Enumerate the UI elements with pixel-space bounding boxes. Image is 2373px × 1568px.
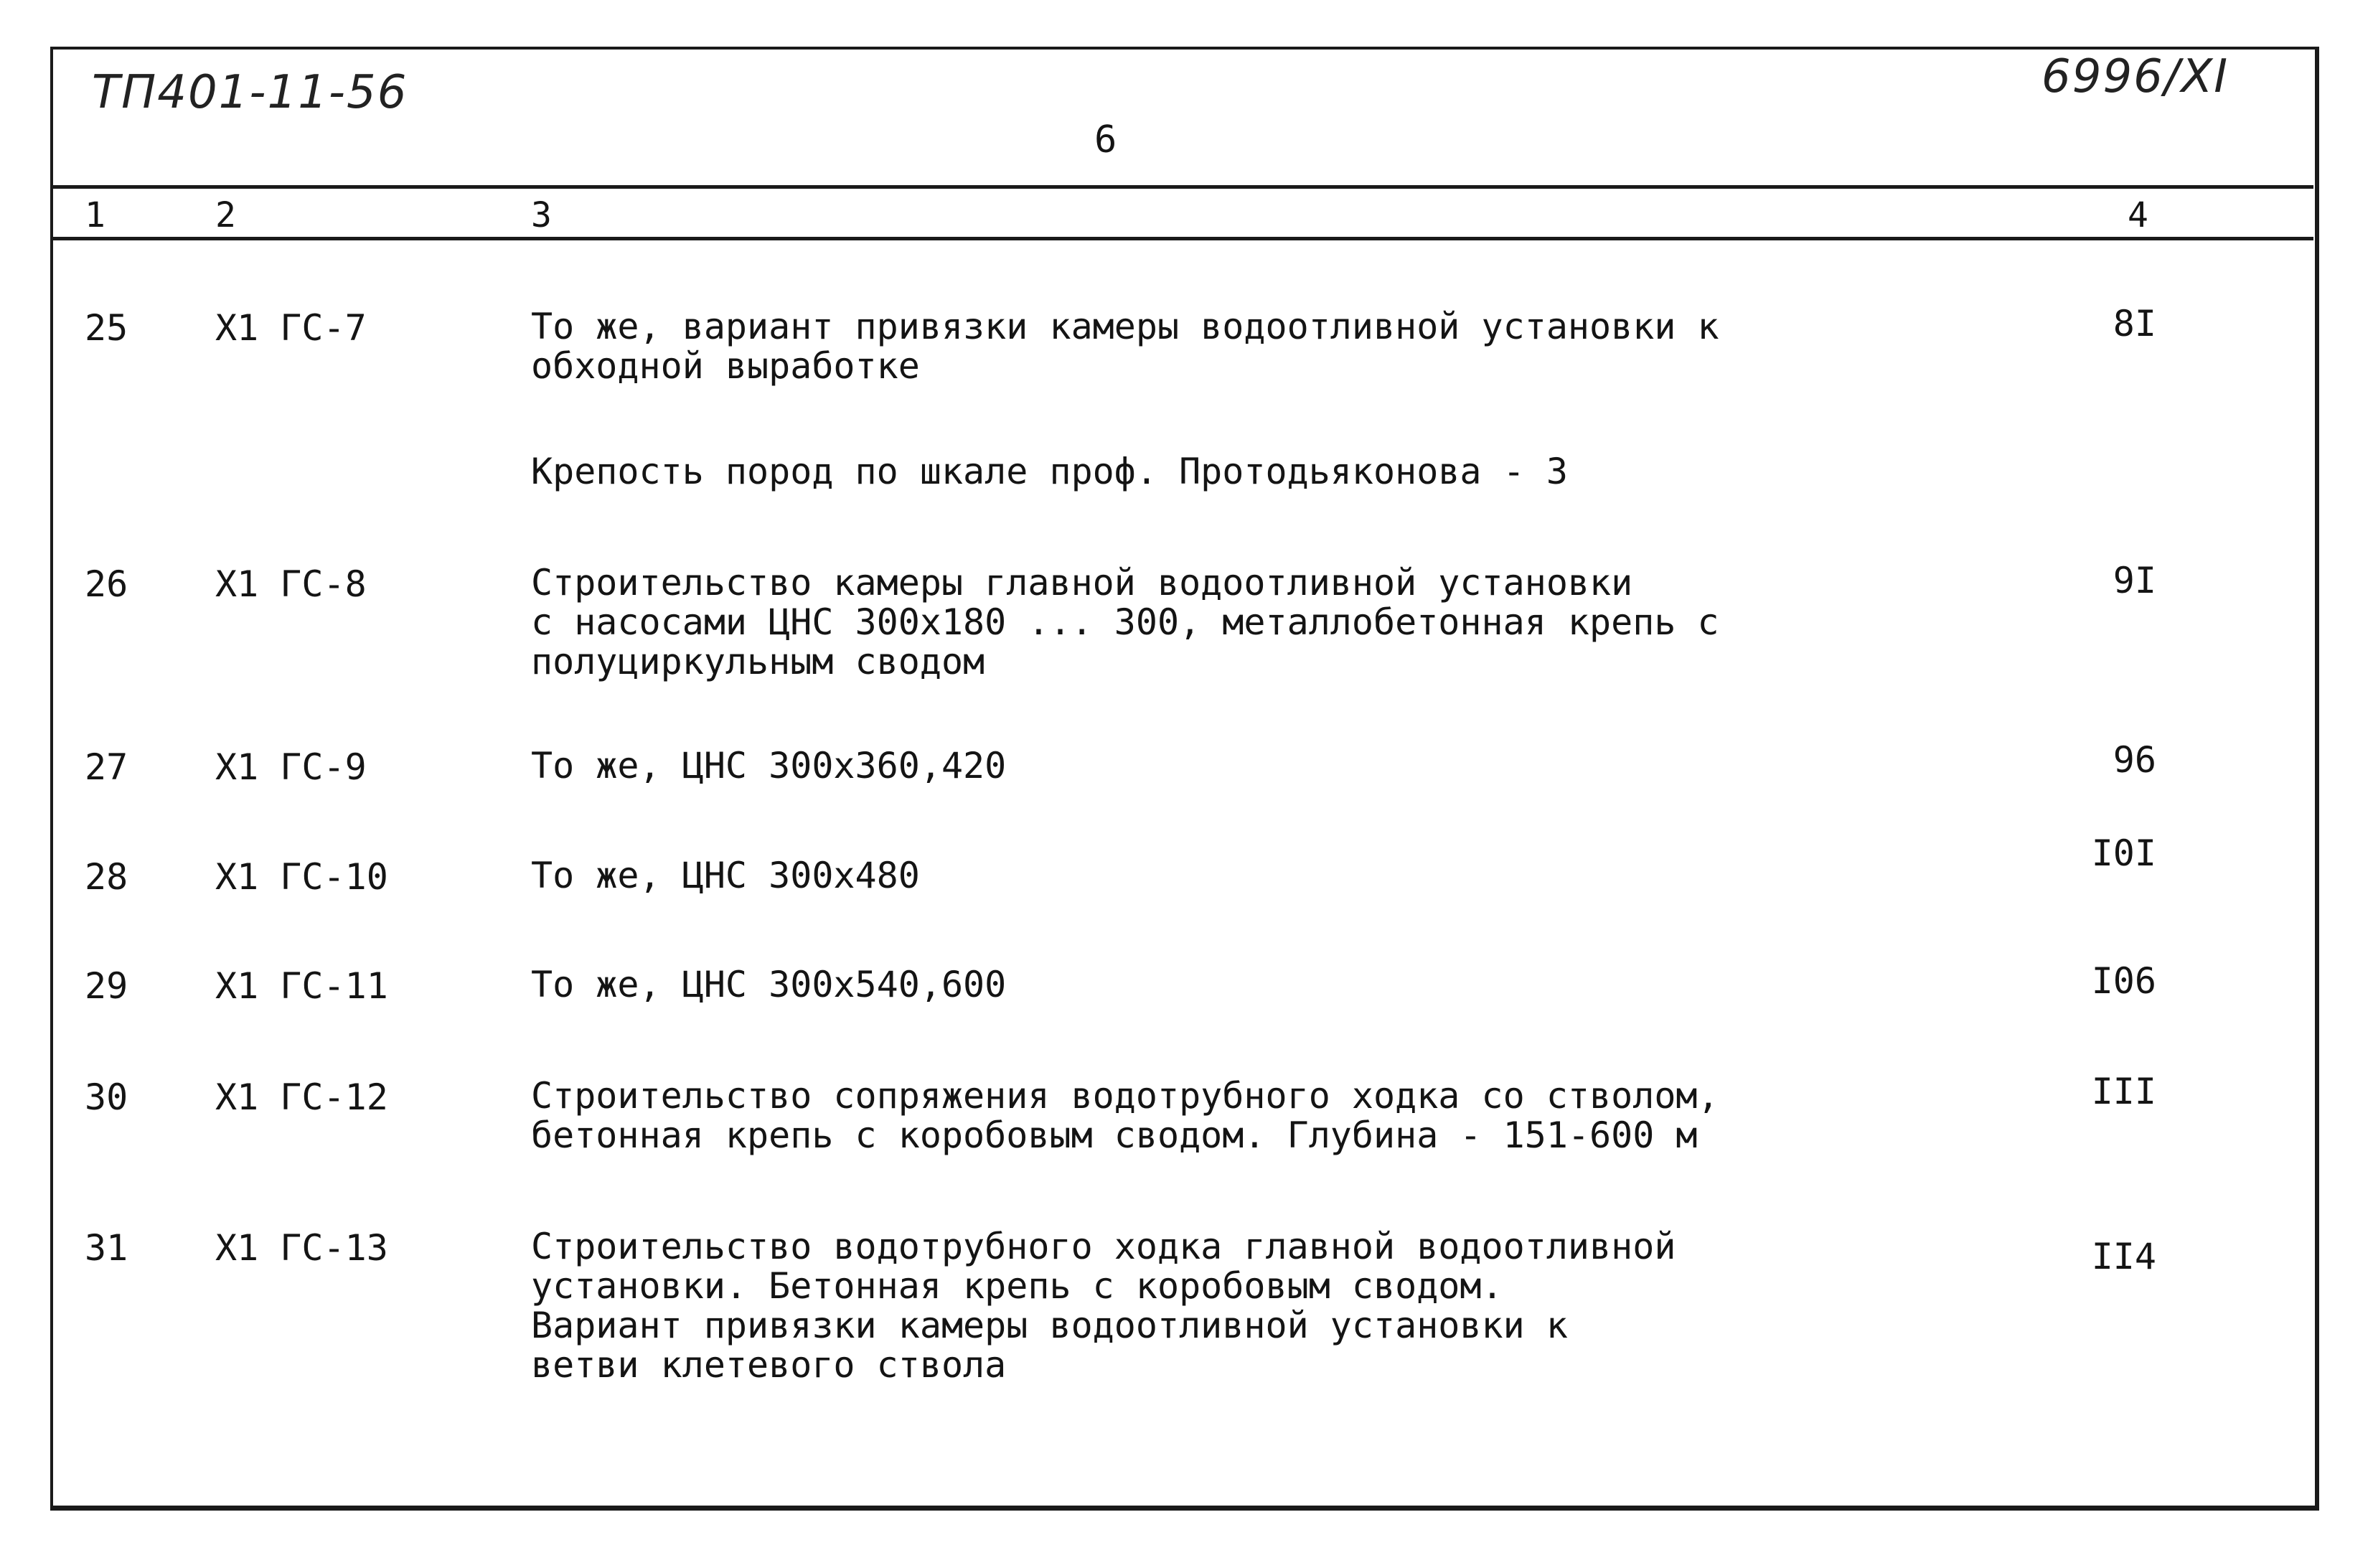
column-header-2: 2 (215, 195, 236, 235)
row-description: То же, ЦНС 300x360,420 (531, 745, 1007, 787)
row-code: X1 ГС-9 (215, 746, 367, 788)
row-page: III (2091, 1071, 2156, 1112)
column-header-1: 1 (85, 195, 105, 235)
row-number: 26 (85, 563, 128, 605)
row-page: II4 (2091, 1236, 2156, 1277)
row-number: 29 (85, 965, 128, 1007)
row-number: 25 (85, 307, 128, 349)
section-heading: Крепость пород по шкале проф. Протодьяконова - 3 (531, 451, 1568, 492)
sheet-code: 6996/XI (2041, 50, 2229, 103)
row-page: I06 (2091, 960, 2156, 1002)
row-code: X1 ГС-11 (215, 965, 388, 1007)
row-description: То же, ЦНС 300x480 (531, 855, 920, 896)
row-description: Строительство сопряжения водотрубного ходка со стволом, бетонная крепь с коробовым сводом. Глубина - 151-600 м (531, 1075, 1719, 1156)
row-page: 96 (2113, 739, 2156, 781)
row-page: 8I (2113, 303, 2156, 344)
header-rule-bottom (53, 237, 2313, 240)
row-number: 31 (85, 1227, 128, 1269)
row-code: X1 ГС-7 (215, 307, 367, 349)
row-description: Строительство камеры главной водоотливной установки с насосами ЦНС 300x180 ... 300, металлобетонная крепь с полуциркульным сводом (531, 562, 1719, 682)
row-number: 30 (85, 1076, 128, 1118)
row-description: То же, вариант привязки камеры водоотливной установки к обходной выработке (531, 306, 1719, 387)
row-code: X1 ГС-12 (215, 1076, 388, 1118)
row-page: 9I (2113, 560, 2156, 601)
row-description: Строительство водотрубного ходка главной водоотливной установки. Бетонная крепь с коробовым сводом. Вариант привязки камеры водоотливной установки к ветви клетевого ствола (531, 1226, 1676, 1386)
column-header-3: 3 (531, 195, 552, 235)
row-code: X1 ГС-10 (215, 856, 388, 898)
document-code: ТП401-11-56 (92, 66, 408, 119)
row-code: X1 ГС-13 (215, 1227, 388, 1269)
header-rule-top (53, 185, 2313, 189)
row-code: X1 ГС-8 (215, 563, 367, 605)
page-number: 6 (1094, 118, 1117, 161)
row-description: То же, ЦНС 300x540,600 (531, 964, 1007, 1005)
row-number: 28 (85, 856, 128, 898)
row-number: 27 (85, 746, 128, 788)
row-page: I0I (2091, 832, 2156, 874)
column-header-4: 4 (2128, 195, 2148, 235)
